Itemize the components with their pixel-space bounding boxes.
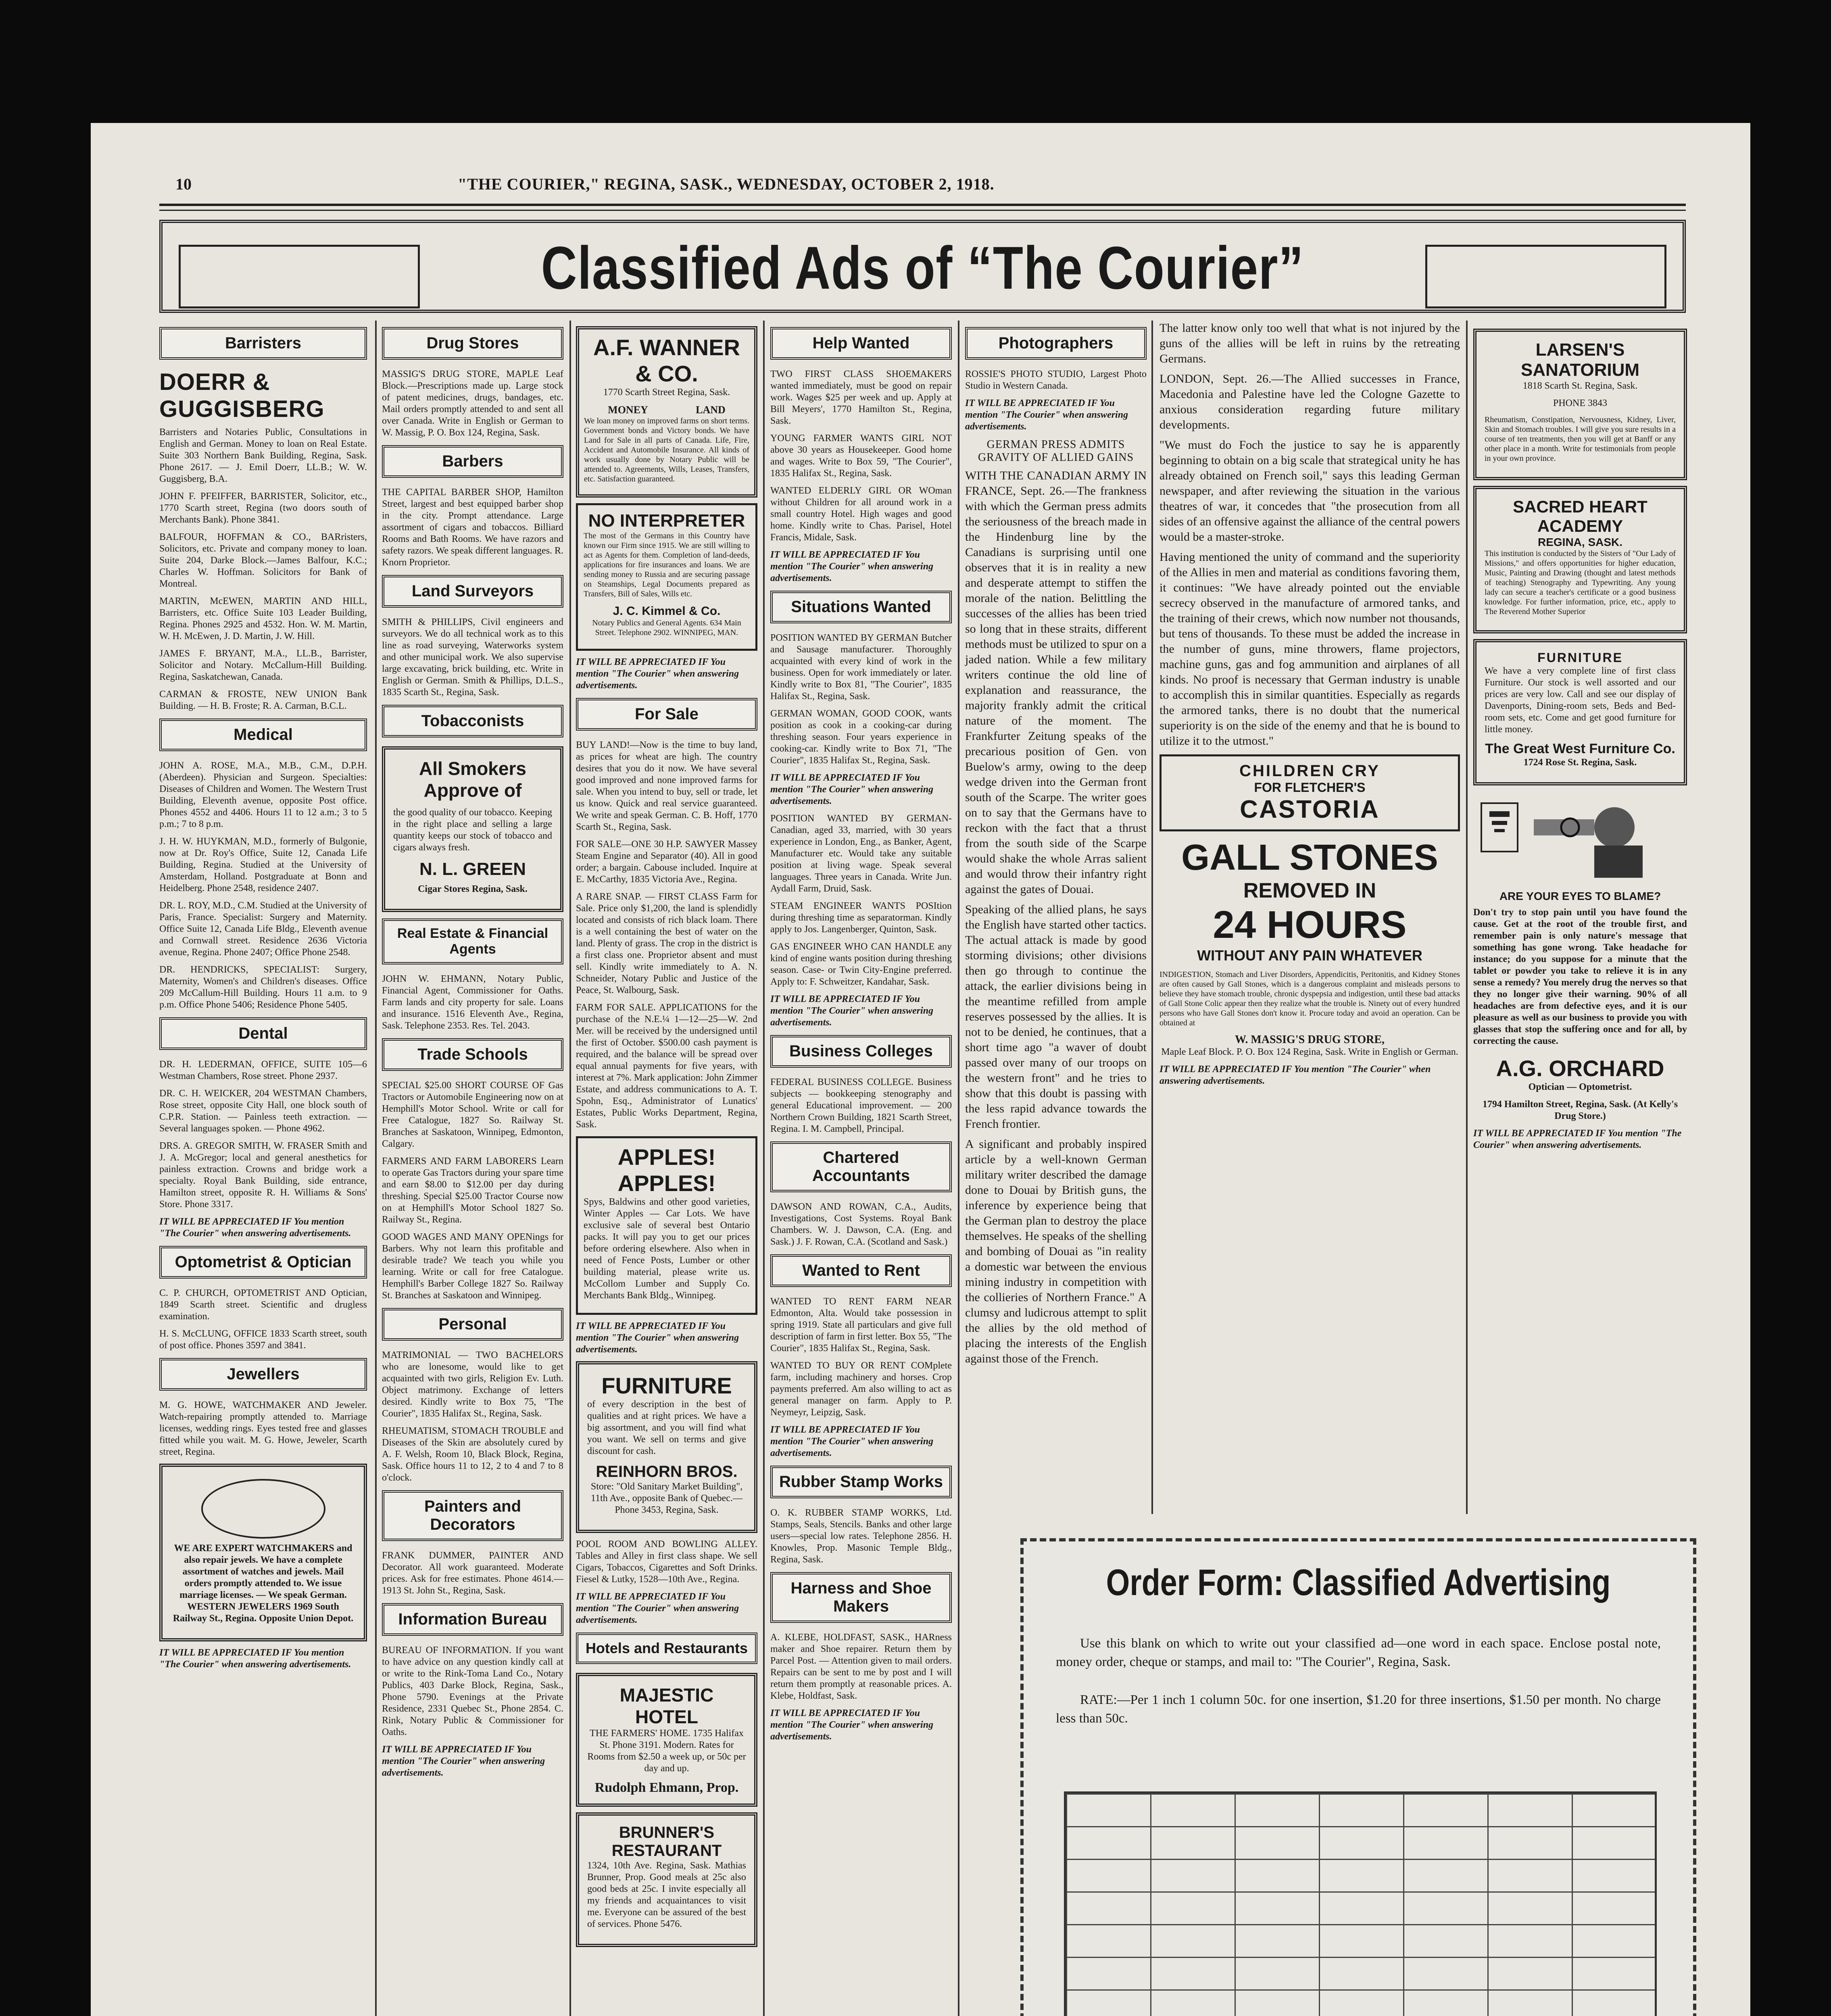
- interpreter-headline: NO INTERPRETER: [588, 511, 745, 531]
- classified-ad: BUREAU OF INFORMATION. If you want to have advice on any question kindly call at or write to the Rink-Toma Land Co., Notary Publics, 403 Darke Block, Regina, Sask., Phone 5790. Evenings at the Private Residence, 2331 Quebec St., Phone 2854. C. Rink, Notary Public & Commissioner for Oaths.: [382, 1645, 563, 1737]
- eyes-headline: ARE YOUR EYES TO BLAME?: [1499, 890, 1661, 902]
- column-7: [1473, 321, 1687, 1157]
- ehmann-signature: Rudolph Ehmann, Prop.: [594, 1780, 739, 1795]
- classified-ad: DRS. A. GREGOR SMITH, W. FRASER Smith and J. A. McGregor; local and general anesthetics for painless extraction. Crowns and bridge work a specialty. Royal Bank Building, side entrance, Hamilton street, opposite R. H. Williams & Sons' Store. Phone 3317.: [159, 1141, 367, 1210]
- reinhorn-furniture-ad: [576, 1361, 757, 1533]
- kimmel-name: J. C. Kimmel & Co.: [613, 604, 721, 618]
- article-paragraph: Speaking of the allied plans, he says the English have started other tactics. The actual attack is made by good storming divisions; other divisions then go through to continue the attack, the earlier divisions being in the meantime refilled from ample reserves possessed by the allies. It is not to be denied, he continues, that a short time ago "a waver of doubt passed over many of our troops on the western front" and he tries to show that this doubt is passing with the less rapid advance towards the French frontier.: [965, 903, 1147, 1131]
- larsen-name: LARSEN'S SANATORIUM: [1520, 340, 1640, 380]
- classified-ad: ROSSIE'S PHOTO STUDIO, Largest Photo Studio in Western Canada.: [965, 369, 1147, 391]
- wanner-ad: [576, 326, 757, 498]
- doerr-name: DOERR & GUGGISBERG: [159, 369, 325, 422]
- gall-text: INDIGESTION, Stomach and Liver Disorders, Appendicitis, Peritonitis, and Kidney Stones are often caused by Gall Stones, which is a dangerous complaint and misleads persons to believe they have stomach trouble, chronic dyspepsia and indigestion, until these bad attacks of Gall Stone Colic appear then they realize what the trouble is. Ninety out of every hundred persons who have Gall Stones don't know it. Procure today and avoid an operation. Can be obtained at: [1159, 970, 1460, 1027]
- apples-headline: APPLES! APPLES!: [617, 1144, 716, 1196]
- appreciated-note: IT WILL BE APPRECIATED IF You mention "The Courier" when answering advertisements.: [770, 773, 934, 806]
- wanner-name: A.F. WANNER & CO.: [593, 335, 740, 386]
- classified-ad: FEDERAL BUSINESS COLLEGE. Business subjects — bookkeeping stenography and general Educational improvement. — 200 Northern Crown Building, 1821 Scarth Street, Regina. I. M. Campbell, Principal.: [770, 1077, 952, 1134]
- article-paragraph: A significant and probably inspired article by a well-known German military writer described the damage done to Douai by British guns, the inference by experience being that the German plan to destroy the place themselves. He speaks of the shelling and bombing of Douai as "in reality a domestic war between the envious mining industry in competition with the collieries of Northern France." A clumsy and ludicrous attempt to split the allies by the old method of placing the interests of the English against those of the French.: [965, 1137, 1147, 1365]
- classified-ad: DAWSON AND ROWAN, C.A., Audits, Investigations, Cost Systems. Royal Bank Chambers. W. J. Dawson, C.A. (Eng. and Sask.) J. F. Rowan, C.A. (Scotland and Sask.): [770, 1202, 952, 1247]
- column-rule: [375, 321, 377, 2016]
- column-1: [159, 321, 367, 1676]
- section-header-information-bureau: Information Bureau: [382, 1603, 563, 1636]
- classified-ad: J. H. W. HUYKMAN, M.D., formerly of Bulgonie, now at Dr. Roy's Office, Suite 12, Canada Life Building, Regina. Studied at the University of Amsterdam, Holland. Postgraduate at Bonn and Heidelberg. Phone 2548, residence 2407.: [159, 836, 367, 893]
- column-rule: [1466, 321, 1468, 1514]
- furniture-headline: FURNITURE: [601, 1373, 732, 1398]
- classified-ad: MASSIG'S DRUG STORE, MAPLE Leaf Block.—Prescriptions made up. Large stock of patent medicines, drugs, bandages, etc. Mail orders promptly attended to and sent all over Canada. Write in English or German to W. Massig, P. O. Box 124, Regina, Sask.: [382, 369, 563, 438]
- page-title: Classified Ads of “The Courier”: [541, 234, 1304, 302]
- article-paragraph: The latter know only too well that what is not injured by the guns of the allies will be left in ruins by the retreating Germans.: [1159, 321, 1460, 365]
- watch-illustration: [201, 1479, 325, 1539]
- sacred-heart-ad: [1473, 486, 1687, 633]
- gall-line-1: GALL STONES: [1181, 837, 1438, 878]
- column-rule: [958, 321, 959, 2016]
- gall-stones-ad: [1159, 837, 1460, 1058]
- appreciated-note: IT WILL BE APPRECIATED IF You mention "The Courier" when answering advertisements.: [1473, 1128, 1682, 1150]
- order-form-rates: RATE:—Per 1 inch 1 column 50c. for one insertion, $1.20 for three insertions, $1.50 per month. No charge less than 50c.: [1056, 1693, 1661, 1726]
- sacred-city: REGINA, SASK.: [1537, 536, 1623, 548]
- appreciated-note: IT WILL BE APPRECIATED IF You mention "The Courier" when answering advertisements.: [576, 657, 739, 691]
- classified-ad: DR. L. ROY, M.D., C.M. Studied at the University of Paris, France. Specialist: Surgery and Maternity. Office Suite 12, Canada Life Bldg., Eleventh avenue and Cornwall street. Residence 2636 Victoria avenue, Regina. Phone 2407; Office Phone 2548.: [159, 900, 367, 958]
- classified-ad: H. S. McCLUNG, OFFICE 1833 Scarth street, south of post office. Phones 3597 and 3841.: [159, 1329, 367, 1351]
- section-header-medical: Medical: [159, 719, 367, 751]
- column-4: [770, 321, 952, 1748]
- smokers-text: the good quality of our tobacco. Keeping in the right place and selling a large quantity keeps our stock of tobacco and cigars always fresh.: [393, 807, 552, 853]
- larsen-address: 1818 Scarth St. Regina, Sask.: [1522, 381, 1638, 391]
- page-number: 10: [175, 175, 192, 193]
- section-header-real-estate: Real Estate & Financial Agents: [382, 918, 563, 964]
- column-rule: [569, 321, 571, 2016]
- eyes-text: Don't try to stop pain until you have found the cause. Get at the root of the trouble first, and remember pain is only nature's message that something has gone wrong. Take headache for instance; do you suppose for a minute that the tablet or powder you take to relieve it is in any sense a remedy? You merely drug the nerves so that they no longer give their warning. 90% of all headaches are from defective eyes, and it is our pleasure as well as our business to provide you with glasses that stop the suffering once and for all, by correcting the cause.: [1473, 907, 1687, 1046]
- section-header-trade-schools: Trade Schools: [382, 1038, 563, 1071]
- section-header-personal: Personal: [382, 1308, 563, 1341]
- appreciated-note: IT WILL BE APPRECIATED IF You mention "The Courier" when answering advertisements.: [965, 398, 1128, 432]
- classified-ad: SPECIAL $25.00 SHORT COURSE OF Gas Tractors or Automobile Engineering now on at Hemphill's Motor School. Write or call for Free Catalogue, 1827 So. Railway St. Branches at Saskatoon, Winnipeg, Edmonton, Calgary.: [382, 1080, 563, 1149]
- smokers-name: N. L. GREEN: [419, 859, 526, 879]
- classified-ad: BUY LAND!—Now is the time to buy land, as prices for wheat are high. The country desires that you do it now. We have several good improved and none improved farms for sale. When you intend to buy, sell or trade, let us know. Quick and real service guaranteed. We write and speak German. C. B. Hoff, 1770 Scarth St., Regina, Sask.: [576, 740, 757, 832]
- section-header-drug-stores: Drug Stores: [382, 327, 563, 360]
- money-label: MONEY: [608, 404, 648, 416]
- majestic-hotel-ad: [576, 1673, 757, 1807]
- section-header-dental: Dental: [159, 1017, 367, 1050]
- eye-test-illustration: [1473, 795, 1667, 880]
- section-header-photographers: Photographers: [965, 327, 1147, 360]
- masthead: [159, 220, 1686, 313]
- article-headline: GERMAN PRESS ADMITS GRAVITY OF ALLIED GAINS: [978, 438, 1134, 464]
- smokers-footer: Cigar Stores Regina, Sask.: [418, 884, 528, 894]
- order-form-title: Order Form: Classified Advertising: [1106, 1562, 1611, 1603]
- section-header-barristers: Barristers: [159, 327, 367, 360]
- article-paragraph: LONDON, Sept. 26.—The Allied successes in France, Macedonia and Palestine have led the Cologne Gazette to anxious consideration regarding future military developments.: [1159, 372, 1460, 431]
- appreciated-note: IT WILL BE APPRECIATED IF You mention "The Courier" when answering advertisements.: [576, 1321, 739, 1355]
- kimmel-text: Notary Publics and General Agents. 634 Main Street. Telephone 2902. WINNIPEG, MAN.: [592, 619, 741, 637]
- classified-ad: WANTED ELDERLY GIRL OR WOman without Children for all around work in a small country Hotel. High wages and good home. Kindly write to Chas. Parisel, Hotel Francis, Midale, Sask.: [770, 485, 952, 543]
- classified-ad: GOOD WAGES AND MANY OPENings for Barbers. Why not learn this profitable and desirable trade? We teach you while you learning. Write or call for free Catalogue. Hemphill's Barber College 1827 So. Railway St. Branches at Saskatoon and Winnipeg.: [382, 1232, 563, 1301]
- classified-ad: A. KLEBE, HOLDFAST, SASK., HARness maker and Shoe repairer. Return them by Parcel Post. — Attention given to mail orders. Repairs can be sent to me by post and I will return them promptly at reasonable prices. A. Klebe, Holdfast, Sask.: [770, 1632, 952, 1701]
- appreciated-note: IT WILL BE APPRECIATED IF You mention "The Courier" when answering advertisements.: [382, 1744, 545, 1778]
- classified-ad: JOHN A. ROSE, M.A., M.B., C.M., D.P.H. (Aberdeen). Physician and Surgeon. Specialties: Diseases of Children and Women. The Western Trust Building, Eleventh avenue, opposite Post office. Phones 4552 and 4406. Hours 11 to 12 a.m.; 3 to 5 p.m.; 7 to 8 p.m.: [159, 760, 367, 829]
- doerr-ad: Barristers and Notaries Public, Consultations in English and German. Money to loan on Real Estate. Suite 303 Northern Bank Building, Regina, Sask. Phone 2617. — J. Emil Doerr, LL.B.; W. W. Guggisberg, B.A.: [159, 427, 367, 484]
- header-rule: [159, 204, 1686, 206]
- classified-ad: FRANK DUMMER, PAINTER AND Decorator. All work guaranteed. Moderate prices. Ask for free estimates. Phone 4614.—1913 St. John St., Regina, Sask.: [382, 1550, 563, 1596]
- brunner-restaurant-ad: [576, 1812, 757, 1947]
- section-header-business-colleges: Business Colleges: [770, 1035, 952, 1068]
- great-west-address: 1724 Rose St. Regina, Sask.: [1523, 757, 1637, 768]
- western-jewelers-ad: [159, 1464, 367, 1641]
- interpreter-text: The most of the Germans in this Country have known our Firm since 1915. We are still willing to act as Agents for them. Completion of land-deeds, applications for fire insurances and loans. We are sending money to Russia and are securing passage on Steamships, Legal Documents prepared as Transfers, Bill of Sales, Wills etc.: [584, 531, 750, 598]
- classified-ad: WANTED TO BUY OR RENT COMplete farm, including machinery and horses. Crop payments preferred. Am also willing to act as general manager on farm. Apply to P. Neymeyr, Leipzig, Sask.: [770, 1360, 952, 1418]
- reinhorn-name: REINHORN BROS.: [596, 1463, 738, 1481]
- classified-ad: TWO FIRST CLASS SHOEMAKERS wanted immediately, must be good on repair work. Wages $25 per week and up. Apply at Bill Meyers', 1770 Hamilton St., Regina, Sask.: [770, 369, 952, 426]
- wanner-address: 1770 Scarth Street Regina, Sask.: [603, 387, 730, 398]
- classified-ad: JOHN F. PFEIFFER, BARRISTER, Solicitor, etc., 1770 Scarth street, Regina (two doors south of Merchants Bank). Phone 3841.: [159, 491, 367, 525]
- castoria-ad: [1159, 754, 1460, 831]
- section-header-land-surveyors: Land Surveyors: [382, 575, 563, 608]
- interpreter-ad: [576, 503, 757, 651]
- classified-ad: POSITION WANTED BY GERMAN Butcher and Sausage manufacturer. Thoroughly acquainted with every kind of work in the business. Open for work immediately or later. Kindly write to Box 81, "The Courier", 1835 Halifax St., Regina, Sask.: [770, 633, 952, 702]
- section-header-situations-wanted: Situations Wanted: [770, 591, 952, 623]
- classified-ad: FOR SALE—ONE 30 H.P. SAWYER Massey Steam Engine and Separator (40). All in good order; a bargain. Cabouse included. Inquire at E. McCarthy, 1835 Victoria Ave., Regina.: [576, 839, 757, 885]
- ad-word-grid[interactable]: [1064, 1791, 1657, 2016]
- column-rule: [763, 321, 765, 2016]
- classified-ad: JAMES F. BRYANT, M.A., LL.B., Barrister, Solicitor and Notary. McCallum-Hill Building. Regina, Saskatchewan, Canada.: [159, 648, 367, 682]
- great-west-furniture-ad: [1473, 639, 1687, 785]
- appreciated-note: IT WILL BE APPRECIATED IF You mention "The Courier" when answering advertisements.: [770, 1708, 934, 1742]
- classified-ad: POOL ROOM AND BOWLING ALLEY. Tables and Alley in first class shape. We sell Cigars, Tobaccos, Cigarettes and Soft Drinks. Fiesel & Lutky, 1528—10th Ave., Regina.: [576, 1539, 757, 1585]
- classified-ad: WANTED TO RENT FARM NEAR Edmonton, Alta. Would take possession in spring 1919. State all particulars and give full description of farm in first letter. Box 55, "The Courier", 1835 Halifax St., Regina, Sask.: [770, 1296, 952, 1354]
- classified-ad: FARM FOR SALE. APPLICATIONS for the purchase of the N.E.¼ 1—12—25—W. 2nd Mer. will be received by the undersigned until the first of October. $500.00 cash payment is required, and the balance will be spread over equal annual payments for five years, with interest at 7%. Mark application: John Zimmer Estate, and address communications to A. T. Spohn, Esq., Administrator of Lunatics' Estates, Public Works Department, Regina, Sask.: [576, 1002, 757, 1130]
- orchard-title: Optician — Optometrist.: [1528, 1082, 1632, 1092]
- appreciated-note: IT WILL BE APPRECIATED IF You mention "The Courier" when answering advertisements.: [159, 1216, 351, 1239]
- section-header-help-wanted: Help Wanted: [770, 327, 952, 360]
- classified-ad: DR. C. H. WEICKER, 204 WESTMAN Chambers, Rose street, opposite City Hall, one block south of C.P.R. Station. — Painless teeth extraction. — Several languages spoken. — Phone 4962.: [159, 1088, 367, 1134]
- article-paragraph: "We must do Foch the justice to say he is apparently beginning to obtain on a big scale that strategical unity he has already obtained on French soil," says this leading German newspaper, and after reviewing the situation in the various theatres of war, it concedes that "the prosecution from all sides of an offensive against the alliance of the central powers would be a master-stroke.: [1159, 438, 1460, 544]
- article-paragraph: Having mentioned the unity of command and the superiority of the Allies in men and material as conditions favoring them, it continues: "We have already pointed out the enviable secrecy observed in the manufacture of armored tanks, and the training of their crews, which now number not thousands, but tens of thousands. To these must be added the increase in the number of guns, mine throwers, flame projectors, machine guns, gas and fog ammunition and airplanes of all kinds. No proof is necessary that German industry is unable to accomplish this in similar quantities. Especially as regards the armored tanks, there is no doubt that the numerical superiority is on the side of the enemy and that he is bound to utilize it to the utmost.": [1159, 550, 1460, 748]
- furniture-text: We have a very complete line of first class Furniture. Our stock is well assorted and our prices are very low. Call and see our display of Davenports, Dining-room sets, Beds and Bed-room sets, etc. Come and get good furniture for little money.: [1485, 666, 1676, 735]
- gall-line-4: WITHOUT ANY PAIN WHATEVER: [1197, 947, 1422, 964]
- castoria-line-2: FOR FLETCHER'S: [1254, 780, 1366, 795]
- appreciated-note: IT WILL BE APPRECIATED IF You mention "The Courier" when answering advertisements.: [159, 1647, 351, 1670]
- section-header-jewellers: Jewellers: [159, 1358, 367, 1391]
- classified-ad: DR. HENDRICKS, SPECIALIST: Surgery, Maternity, Women's and Children's diseases. Office 209 McCallum-Hill Building. Hours 11 a.m. to 9 p.m. Office Phone 5406; Residence Phone 5405.: [159, 964, 367, 1010]
- furniture-headline: FURNITURE: [1537, 650, 1623, 665]
- brunner-text: 1324, 10th Ave. Regina, Sask. Mathias Brunner, Prop. Good meals at 25c also good beds at 25c. I invite especially all my friends and acquaintances to visit me. Everyone can be assured of the best of services. Phone 5476.: [587, 1860, 746, 1929]
- newspaper-page: [91, 123, 1750, 2016]
- gall-store: W. MASSIG'S DRUG STORE,: [1235, 1033, 1385, 1046]
- column-6: [1159, 321, 1460, 1093]
- western-jewelers-text: WE ARE EXPERT WATCHMAKERS and also repair jewels. We have a complete assortment of watches and jewels. Mail orders promptly attended to. We issue marriage licenses. — We speak German. WESTERN JEWELERS 1969 South Railway St., Regina. Opposite Union Depot.: [173, 1543, 354, 1624]
- classified-ad: MARTIN, McEWEN, MARTIN AND HILL, Barristers, etc. Office Suite 103 Leader Building, Regina. Phones 2925 and 4532. Hon. W. M. Martin, W. H. McEwen, J. D. Martin, J. W. Hill.: [159, 596, 367, 641]
- brunner-name: BRUNNER'S RESTAURANT: [611, 1824, 722, 1860]
- section-header-tobacconists: Tobacconists: [382, 705, 563, 737]
- apples-ad: [576, 1136, 757, 1315]
- section-header-wanted-to-rent: Wanted to Rent: [770, 1254, 952, 1287]
- section-header-hotels: Hotels and Restaurants: [576, 1633, 757, 1664]
- appreciated-note: IT WILL BE APPRECIATED IF You mention "The Courier" when answering advertisements.: [770, 550, 934, 583]
- section-header-chartered-accountants: Chartered Accountants: [770, 1141, 952, 1192]
- classified-ad: FARMERS AND FARM LABORERS Learn to operate Gas Tractors during your spare time and earn $8.00 to $12.00 per day during threshing. Special $25.00 Tractor Course now on at Hemphill's Motor School 1827 So. Railway St., Regina.: [382, 1156, 563, 1225]
- section-header-harness: Harness and Shoe Makers: [770, 1572, 952, 1623]
- classified-ad: O. K. RUBBER STAMP WORKS, Ltd. Stamps, Seals, Stencils. Banks and other large users—special low rates. Telephone 2856. H. Knowles, Prop. Masonic Temple Bldg., Regina, Sask.: [770, 1508, 952, 1565]
- page-header: [175, 175, 1670, 199]
- appreciated-note: IT WILL BE APPRECIATED IF You mention "The Courier" when answering advertisements.: [770, 994, 934, 1028]
- column-3: [576, 321, 757, 1953]
- section-header-barbers: Barbers: [382, 445, 563, 478]
- running-head: "THE COURIER," REGINA, SASK., WEDNESDAY, OCTOBER 2, 1918.: [458, 175, 995, 193]
- section-header-optometrist: Optometrist & Optician: [159, 1246, 367, 1279]
- orchard-name: A.G. ORCHARD: [1496, 1056, 1664, 1081]
- section-header-for-sale: For Sale: [576, 698, 757, 731]
- classified-ad: C. P. CHURCH, OPTOMETRIST AND Optician, 1849 Scarth street. Scientific and drugless examination.: [159, 1288, 367, 1322]
- land-label: LAND: [696, 404, 726, 416]
- classified-ad: CARMAN & FROSTE, NEW UNION Bank Building. — H. B. Froste; R. A. Carman, B.C.L.: [159, 689, 367, 711]
- classified-ad: GAS ENGINEER WHO CAN HANDLE any kind of engine wants position during threshing season. Case- or Twin City-Engine preferred. Apply to: F. Schweitzer, Kandahar, Sask.: [770, 941, 952, 987]
- sacred-text: This institution is conducted by the Sisters of "Our Lady of Missions," and offers opportunities for higher education, Music, Painting and Drawing (thought and latest methods of teaching) Stenography and Typewriting. Any young lady can secure a teacher's certificate or a good business knowledge. For further information, price, etc., apply to The Reverend Mother Superior: [1485, 549, 1676, 616]
- classified-ad: BALFOUR, HOFFMAN & CO., BARristers, Solicitors, etc. Private and company money to loan. Suite 204, Darke Block.—James Balfour, K.C.; Charles W. Hoffman. Solicitors for Bank of Montreal.: [159, 532, 367, 589]
- majestic-text: THE FARMERS' HOME. 1735 Halifax St. Phone 3191. Modern. Rates for Rooms from $2.50 a week up, or 50c per day and up.: [587, 1728, 746, 1774]
- classified-ad: POSITION WANTED BY GERMAN-Canadian, aged 33, married, with 30 years experience in London, Eng., as Banker, Agent, Manufacturer etc. Would take any suitable position at living wage. Speak several languages. Three years in Canada. Write Jun. Aydall Farm, Druid, Sask.: [770, 813, 952, 894]
- classified-ad: SMITH & PHILLIPS, Civil engineers and surveyors. We do all technical work as to this line as road surveying, Waterworks system and other municipal work. We also supervise large excavating, brick building, etc. Write in English or German. Smith & Phillips, D.L.S., 1835 Scarth St., Regina, Sask.: [382, 617, 563, 698]
- larsen-ad: [1473, 329, 1687, 480]
- smokers-headline: All Smokers Approve of: [419, 758, 526, 801]
- classified-ad: M. G. HOWE, WATCHMAKER AND Jeweler. Watch-repairing promptly attended to. Marriage licenses, wedding rings. Eyes tested free and glasses fitted while you wait. M. G. Howe, Jeweler, Scarth street, Regina.: [159, 1400, 367, 1457]
- smokers-ad: [382, 746, 563, 912]
- gall-address: Maple Leaf Block. P. O. Box 124 Regina, Sask. Write in English or German.: [1161, 1047, 1458, 1057]
- column-2: [382, 321, 563, 1785]
- classified-ad: STEAM ENGINEER WANTS POSItion during threshing time as separatorman. Kindly apply to Jos. Langenberger, Quinton, Sask.: [770, 901, 952, 935]
- section-header-rubber-stamp: Rubber Stamp Works: [770, 1466, 952, 1498]
- column-rule: [1151, 321, 1153, 1514]
- gall-line-3: 24 HOURS: [1213, 903, 1407, 946]
- classified-ad: DR. H. LEDERMAN, OFFICE, SUITE 105—6 Westman Chambers, Rose street. Phone 2937.: [159, 1059, 367, 1081]
- classified-ad: YOUNG FARMER WANTS GIRL NOT above 30 years as Housekeeper. Good home and wages. Write to Box 59, "The Courier", 1835 Halifax St., Regina, Sask.: [770, 433, 952, 479]
- castoria-line-1: CHILDREN CRY: [1239, 762, 1380, 780]
- great-west-name: The Great West Furniture Co.: [1485, 741, 1675, 756]
- sacred-name: SACRED HEART ACADEMY: [1513, 497, 1647, 535]
- orchard-address: 1794 Hamilton Street, Regina, Sask. (At Kelly's Drug Store.): [1482, 1099, 1678, 1121]
- classified-ad: THE CAPITAL BARBER SHOP, Hamilton Street, largest and best equipped barber shop in the city. Prompt attendance. Large assortment of cigars and tobaccos. Billiard Rooms and Bath Rooms. We have razors and safety razors. We speak different languages. R. Knorn Proprietor.: [382, 487, 563, 568]
- larsen-text: Rheumatism, Constipation, Nervousness, Kidney, Liver, Skin and Stomach troubles. I will give you sure results in a course of ten treatments, then you will get at Banff or any other place in a month. Write for testimonials from people in your own province.: [1485, 415, 1676, 463]
- apples-text: Spys, Baldwins and other good varieties, Winter Apples — Car Lots. We have exclusive sale of several best Ontario packs. It will pay you to get our prices before ordering elsewhere. Also when in need of Fence Posts, Lumber or other building material, please write us. McCollom Lumber and Supply Co. Merchants Bank Bldg., Winnipeg.: [584, 1197, 750, 1301]
- order-form: [1020, 1538, 1696, 2016]
- majestic-name: MAJESTIC HOTEL: [619, 1685, 714, 1727]
- gall-line-2: REMOVED IN: [1243, 879, 1376, 902]
- classified-ad: GERMAN WOMAN, GOOD COOK, wants position as cook in a cooking-car during threshing season. Four years experience in cooking-car. Kindly write to Box 71, "The Courier", 1835 Halifax St., Regina, Sask.: [770, 708, 952, 766]
- section-header-painters: Painters and Decorators: [382, 1490, 563, 1541]
- classified-ad: RHEUMATISM, STOMACH TROUBLE and Diseases of the Skin are absolutely cured by A. F. Welsh, Room 10, Black Block, Regina, Sask. Office hours 11 to 12, 2 to 4 and 7 to 8 o'clock.: [382, 1426, 563, 1483]
- appreciated-note: IT WILL BE APPRECIATED IF You mention "The Courier" when answering advertisements.: [770, 1425, 934, 1458]
- column-5: [965, 321, 1147, 1371]
- reinhorn-text: Store: "Old Sanitary Market Building", 11th Ave., opposite Bank of Quebec.—Phone 3453, Regina, Sask.: [590, 1481, 743, 1515]
- order-form-instructions: Use this blank on which to write out your classified ad—one word in each space. Enclose postal note, money order, cheque or stamps, and mail to: "The Courier", Regina, Sask.: [1056, 1636, 1661, 1669]
- appreciated-note: IT WILL BE APPRECIATED IF You mention "The Courier" when answering advertisements.: [576, 1591, 739, 1625]
- classified-ad: JOHN W. EHMANN, Notary Public, Financial Agent, Commissioner for Oaths. Farm lands and city property for sale. Loans and insurance. 1516 Eleventh Ave., Regina, Sask. Telephone 2353. Res. Tel. 2043.: [382, 974, 563, 1031]
- classified-ad: MATRIMONIAL — TWO BACHELORS who are lonesome, would like to get acquainted with two girls, Religion Ev. Luth. Object matrimony. Exchange of letters desired. Kindly write to Box 75, "The Courier", 1835 Halifax St., Regina, Sask.: [382, 1350, 563, 1419]
- larsen-phone: PHONE 3843: [1553, 398, 1607, 408]
- appreciated-note: IT WILL BE APPRECIATED IF You mention "The Courier" when answering advertisements.: [1159, 1064, 1431, 1086]
- classified-ad: A RARE SNAP. — FIRST CLASS Farm for Sale. Price only $1,200, the land is splendidly located and consists of rich black loam. There is a well containing the best of water on the land. Plenty of grass. The crop in the district is a first class one. Proprietor absent and must sell. Kindly write immediately to A. N. Schneider, Notary Public and Justice of the Peace, St. Walbourg, Sask.: [576, 891, 757, 996]
- castoria-line-3: CASTORIA: [1240, 796, 1380, 823]
- article-paragraph: WITH THE CANADIAN ARMY IN FRANCE, Sept. 26.—The frankness with which the German press admits the seriousness of the breach made in the Hindenburg line by the Canadians is surprising until one observes that it is in reality a new and desperate attempt to stiffen the morale of the nation. Belittling the successes of the allies has been tried so long that in these straits, different methods must be utilized to spur on a jaded nation. While a few military writers continue the old line of explanation and reassurance, the majority frankly admit the critical nature of the moment. The Frankfurter Zeitung speaks of the precarious position of Gen. von Buelow's army, owing to the deep wedge driven into the German front south of the Scarpe. The writer goes on to say that the Germans have to reckon with the fact that a thrust from the south side of the Scarpe would shake the whole Arras salient and would throw their infantry right against the gates of Douai.: [965, 469, 1147, 896]
- furniture-text: of every description in the best of qualities and at right prices. We have a big assortment, and you will find what you want. We sell on terms and give discount for cash.: [587, 1399, 746, 1456]
- wanner-services: [584, 404, 749, 416]
- wanner-text: We loan money on improved farms on short terms. Government bonds and Victory bonds. We have Land for Sale in all parts of Canada. Life, Fire, Accident and Automobile Insurance. All kinds of work usually done by Notary Public will be attended to. Agreements, Wills, Leases, Transfers, etc. Satisfaction guaranteed.: [584, 417, 749, 483]
- header-rule-thin: [159, 210, 1686, 211]
